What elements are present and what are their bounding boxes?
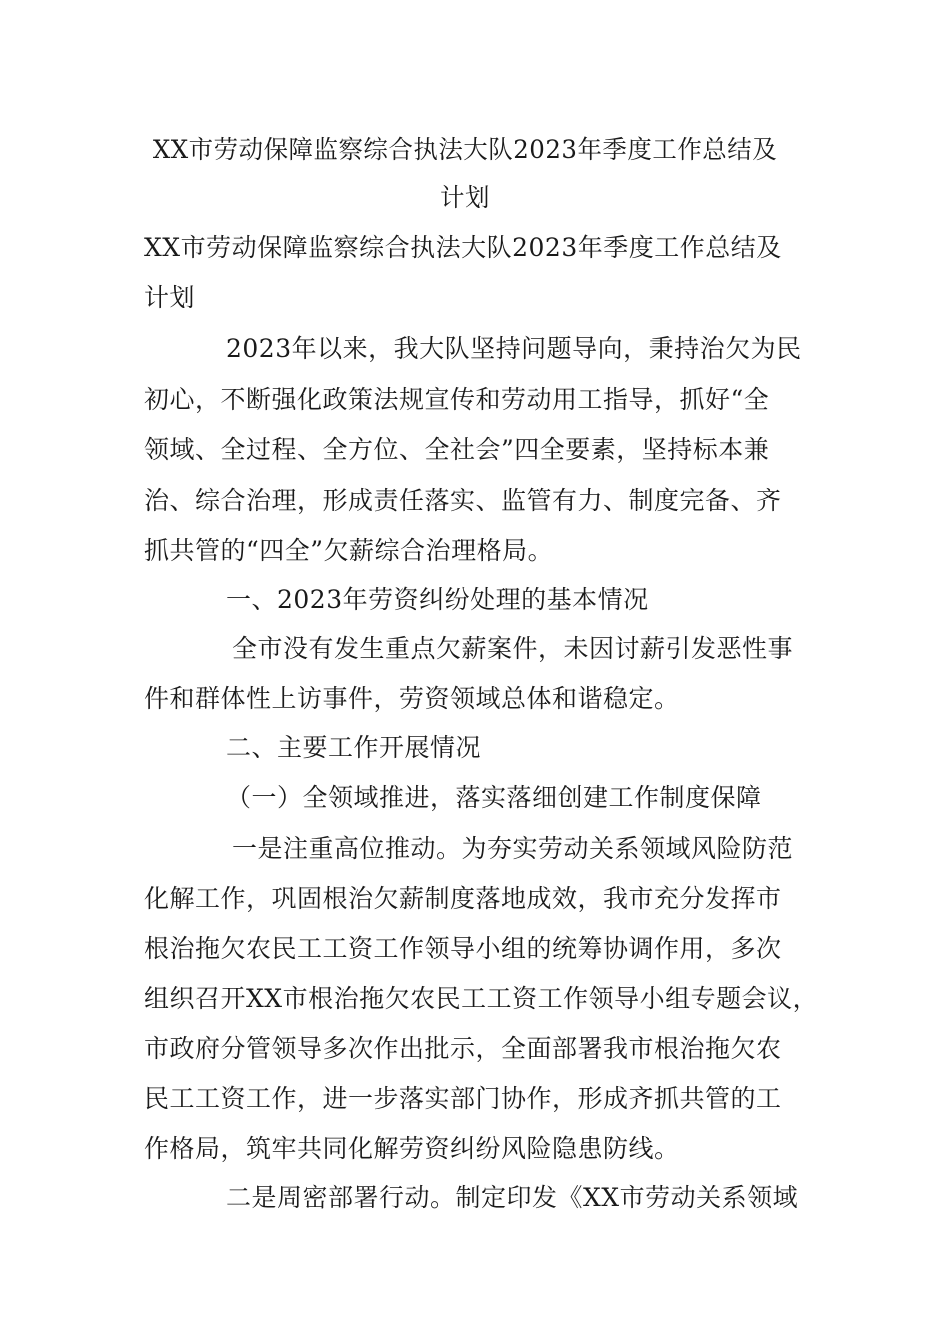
body-line: 2023年以来，我大队坚持问题导向，秉持治欠为民 — [226, 334, 802, 363]
body-line: 组织召开XX市根治拖欠农民工工资工作领导小组专题会议， — [144, 984, 819, 1013]
body-line: 作格局，筑牢共同化解劳资纠纷风险隐患防线。 — [144, 1134, 680, 1163]
body-line: 领域、全过程、全方位、全社会”四全要素，坚持标本兼 — [144, 435, 770, 464]
document-title-line-1: XX市劳动保障监察综合执法大队2023年季度工作总结及 — [152, 135, 778, 164]
body-line: 民工工资工作，进一步落实部门协作，形成齐抓共管的工 — [144, 1084, 782, 1113]
section-heading: 二、主要工作开展情况 — [226, 733, 482, 762]
body-line: 初心，不断强化政策法规宣传和劳动用工指导，抓好“全 — [144, 385, 770, 414]
section-heading: 一、2023年劳资纠纷处理的基本情况 — [226, 585, 649, 614]
body-line: 化解工作，巩固根治欠薪制度落地成效，我市充分发挥市 — [144, 884, 782, 913]
body-line: 治、综合治理，形成责任落实、监管有力、制度完备、齐 — [144, 486, 782, 515]
body-line: 一是注重高位推动。为夯实劳动关系领域风险防范 — [232, 834, 794, 863]
document-title-line-2: 计划 — [440, 183, 490, 212]
body-line: 市政府分管领导多次作出批示，全面部署我市根治拖欠农 — [144, 1034, 782, 1063]
subsection-heading: （一）全领域推进，落实落细创建工作制度保障 — [226, 783, 762, 812]
body-line: 二是周密部署行动。制定印发《XX市劳动关系领域 — [226, 1183, 799, 1212]
body-line: 计划 — [144, 283, 196, 312]
body-line: 根治拖欠农民工工资工作领导小组的统筹协调作用，多次 — [144, 934, 782, 963]
body-line: 全市没有发生重点欠薪案件，未因讨薪引发恶性事 — [232, 634, 794, 663]
body-line: 件和群体性上访事件，劳资领域总体和谐稳定。 — [144, 684, 680, 713]
body-line: XX市劳动保障监察综合执法大队2023年季度工作总结及 — [144, 233, 782, 262]
body-line: 抓共管的“四全”欠薪综合治理格局。 — [144, 536, 554, 565]
